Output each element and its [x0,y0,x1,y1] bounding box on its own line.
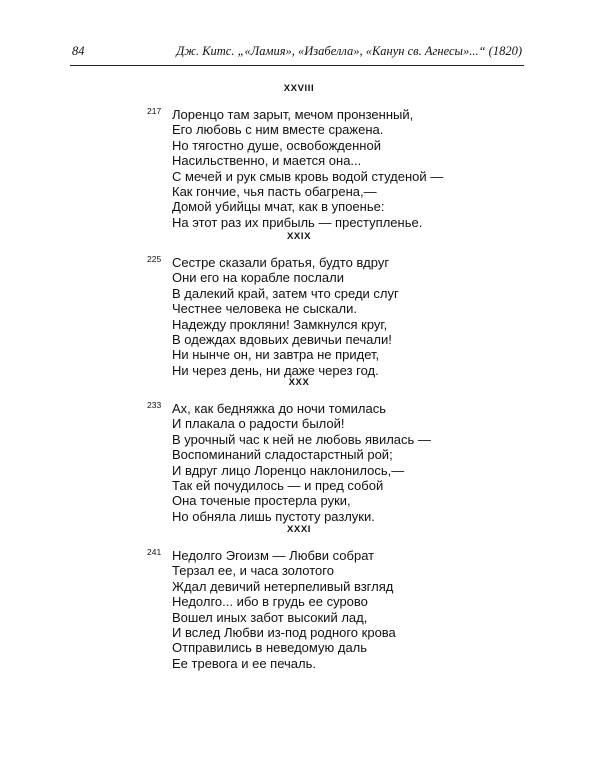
verse-line: Его любовь с ним вместе сражена. [172,122,384,138]
stanza-title: XXIX [286,231,312,242]
verse-line: И вдруг лицо Лоренцо наклонилось,— [172,462,405,478]
verse-line: Недолго Эгоизм — Любви собрат [172,548,375,563]
verse-line: Ах, как бедняжка до ночи томилась [172,401,386,416]
verse-line: Ждал девичий нетерпеливый взгляд [172,578,394,594]
verse-line: Лоренцо там зарыт, мечом пронзенный, [172,107,414,122]
verse-line: И плакала о радости былой! [172,416,345,432]
header-rule [70,65,524,66]
verse-line: Ни нынче он, ни завтра не придет, [172,347,380,363]
verse-line: Терзал ее, и часа золотого [172,563,334,579]
verse-line: В одеждах вдовьих девичьи печали! [172,332,392,348]
stanza [147,400,431,524]
verse-line: Они его на корабле послали [172,270,344,286]
line-number: 233 [147,400,162,410]
verse-line: Отправились в неведомую даль [172,640,368,656]
running-header [72,44,522,64]
verse-line: Домой убийцы мчат, как в упоенье: [172,199,385,215]
verse-line: С мечей и рук смыв кровь водой студеной — [172,168,444,184]
verse-line: И вслед Любви из-под родного крова [172,625,396,641]
verse-line: Воспоминаний сладостарстный рой; [172,447,393,463]
stanza-title: XXX [288,377,310,388]
verse-line: Ее тревога и ее печаль. [172,655,316,671]
stanza [147,547,396,671]
verse-line: Но тягостно душе, освобожденной [172,137,381,153]
verse-line: Так ей почудилось — и пред собой [172,478,384,494]
stanza-title: XXVIII [283,83,315,94]
verse-line: Насильственно, и мается она... [172,153,362,169]
verse-line: Но обняла лишь пустоту разлуки. [172,508,375,524]
line-number: 225 [147,254,162,264]
verse-line: Честнее человека не сыскали. [172,301,357,317]
stanza [147,254,399,378]
verse-line: Она точеные простерла руки, [172,493,351,509]
verse-line: Надежду прокляни! Замкнулся круг, [172,316,388,332]
verse-line: Ни через день, ни даже через год. [172,362,379,378]
verse-line: В далекий край, затем что среди слуг [172,285,399,301]
verse-line: Недолго... ибо в грудь ее сурово [172,594,368,610]
stanza-title: XXXI [286,524,312,535]
line-number: 217 [147,106,162,116]
verse-line: На этот раз их прибыль — преступленье. [172,214,423,230]
running-title: Дж. Китс. „«Ламия», «Изабелла», «Канун св. Агнесы»...“ (1820) [176,44,522,58]
verse-line: Сестре сказали братья, будто вдруг [172,255,390,270]
stanza [147,106,444,230]
verse-line: Вошел иных забот высокий лад, [172,609,368,625]
verse-line: Как гончие, чья пасть обагрена,— [172,184,377,200]
line-number: 241 [147,547,162,557]
page-number: 84 [72,44,85,58]
verse-line: В урочный час к ней не любовь явилась — [172,431,431,447]
